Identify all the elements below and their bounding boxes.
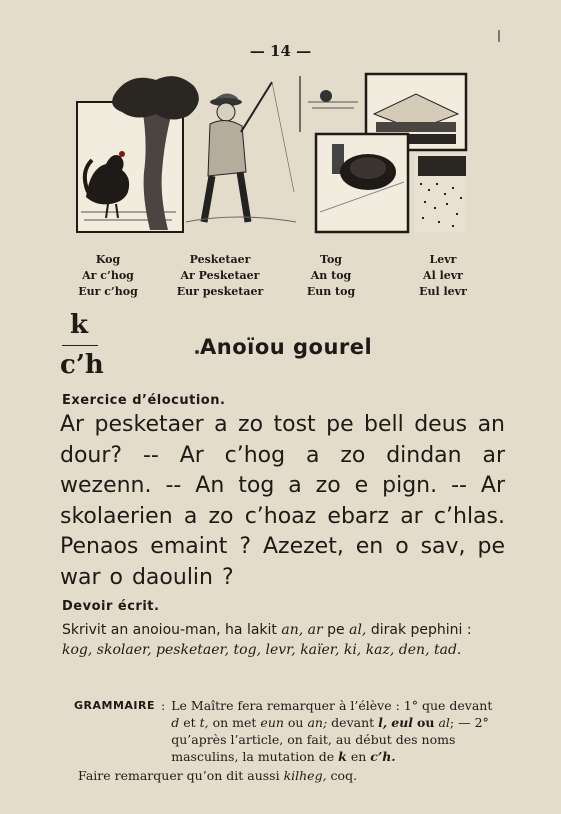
grammar-text: et [183, 715, 196, 730]
illustration [76, 72, 470, 234]
caption-tog [296, 252, 366, 300]
caption-word: Levr [429, 253, 457, 266]
caption-word: Pesketaer [189, 253, 251, 266]
grammar-text: ou [287, 715, 304, 730]
caption-pesketaer [170, 252, 270, 300]
caption-levr [408, 252, 478, 300]
rooster-panel [77, 102, 183, 232]
grammar-letter-t: t, [199, 715, 209, 730]
devoir-heading: Devoir écrit. [62, 599, 160, 614]
title-bullet [195, 350, 199, 354]
grammar-letter-l: l, [378, 715, 388, 730]
caption-line: Eur pesketaer [176, 285, 264, 298]
caption-line: Eun tog [306, 285, 356, 298]
lesson-title: Anoïou gourel [200, 335, 373, 359]
page-number: — 14 — [249, 42, 312, 60]
article-ar: ar [307, 622, 323, 638]
grammar-separator: : [161, 698, 166, 713]
grammar-text: on met [212, 715, 257, 730]
devoir-dirak: dirak pephini : [370, 622, 472, 638]
grammar-text: ; — 2° qu’après l’article, on fait, au début des noms masculins, la mutation de [171, 715, 489, 764]
article-an: an, [281, 622, 304, 638]
grammar-text: Le Maître fera remarquer à l’élève : 1° que devant [171, 698, 493, 713]
grammar-text: coq. [330, 768, 358, 783]
fisherman [186, 82, 296, 222]
letter-ch: c’h [60, 350, 104, 380]
letter-k: k [70, 310, 89, 340]
grammar-text: devant [331, 715, 375, 730]
caption-line: Eur c’hog [78, 285, 138, 298]
grammar-eul: eul [391, 715, 414, 730]
exercise-text [60, 410, 505, 593]
devoir-text [62, 620, 502, 660]
grammar-label: GRAMMAIRE [74, 699, 155, 712]
dotted-panel [414, 154, 466, 232]
caption-line: Ar c’hog [82, 269, 134, 282]
grammar-letter-k: k [338, 749, 347, 764]
hat-panel [316, 134, 408, 232]
grammar-body [171, 697, 504, 765]
edge-mark [498, 30, 500, 42]
exercise-heading: Exercice d’élocution. [62, 393, 226, 408]
grammar-eun: eun [260, 715, 284, 730]
caption-line: An tog [310, 269, 352, 282]
grammar-letter-d: d [171, 715, 180, 730]
caption-word: Kog [95, 253, 121, 266]
devoir-pe: pe [327, 622, 345, 638]
devoir-words: kog, skolaer, pesketaer, tog, levr, kaïer, ki, kaz, den, tad. [62, 642, 462, 658]
grammar-text: en [350, 749, 367, 764]
grammar-al: al [438, 715, 450, 730]
grammar-footnote [78, 767, 504, 784]
devoir-intro: Skrivit an anoiou-man, ha lakit [62, 622, 277, 638]
grammar-text: ou [417, 715, 435, 730]
caption-line: Eul levr [419, 285, 467, 298]
grammar-text: Faire remarquer qu’on dit aussi [78, 768, 280, 783]
caption-line: Al levr [423, 269, 463, 282]
exercise-paragraph: Ar pesketaer a zo tost pe bell deus an dour? -- Ar c’hog a zo dindan ar wezenn. -- An tog a zo e pign. -- Ar skolaerien a zo c’hoaz ebarz ar c’hlas. Penaos emaint ? Azezet, en o sav, pe war o daoulin ? [60, 412, 505, 590]
grammar-note [74, 697, 504, 784]
grammar-letter-ch: c’h. [370, 749, 396, 764]
letter-divider [62, 345, 98, 346]
caption-kog [72, 252, 144, 300]
grammar-kilheg: kilheg, [283, 768, 327, 783]
article-al: al, [349, 622, 367, 638]
caption-word: Tog [320, 253, 342, 266]
caption-line: Ar Pesketaer [180, 269, 260, 282]
grammar-an: an; [307, 715, 328, 730]
